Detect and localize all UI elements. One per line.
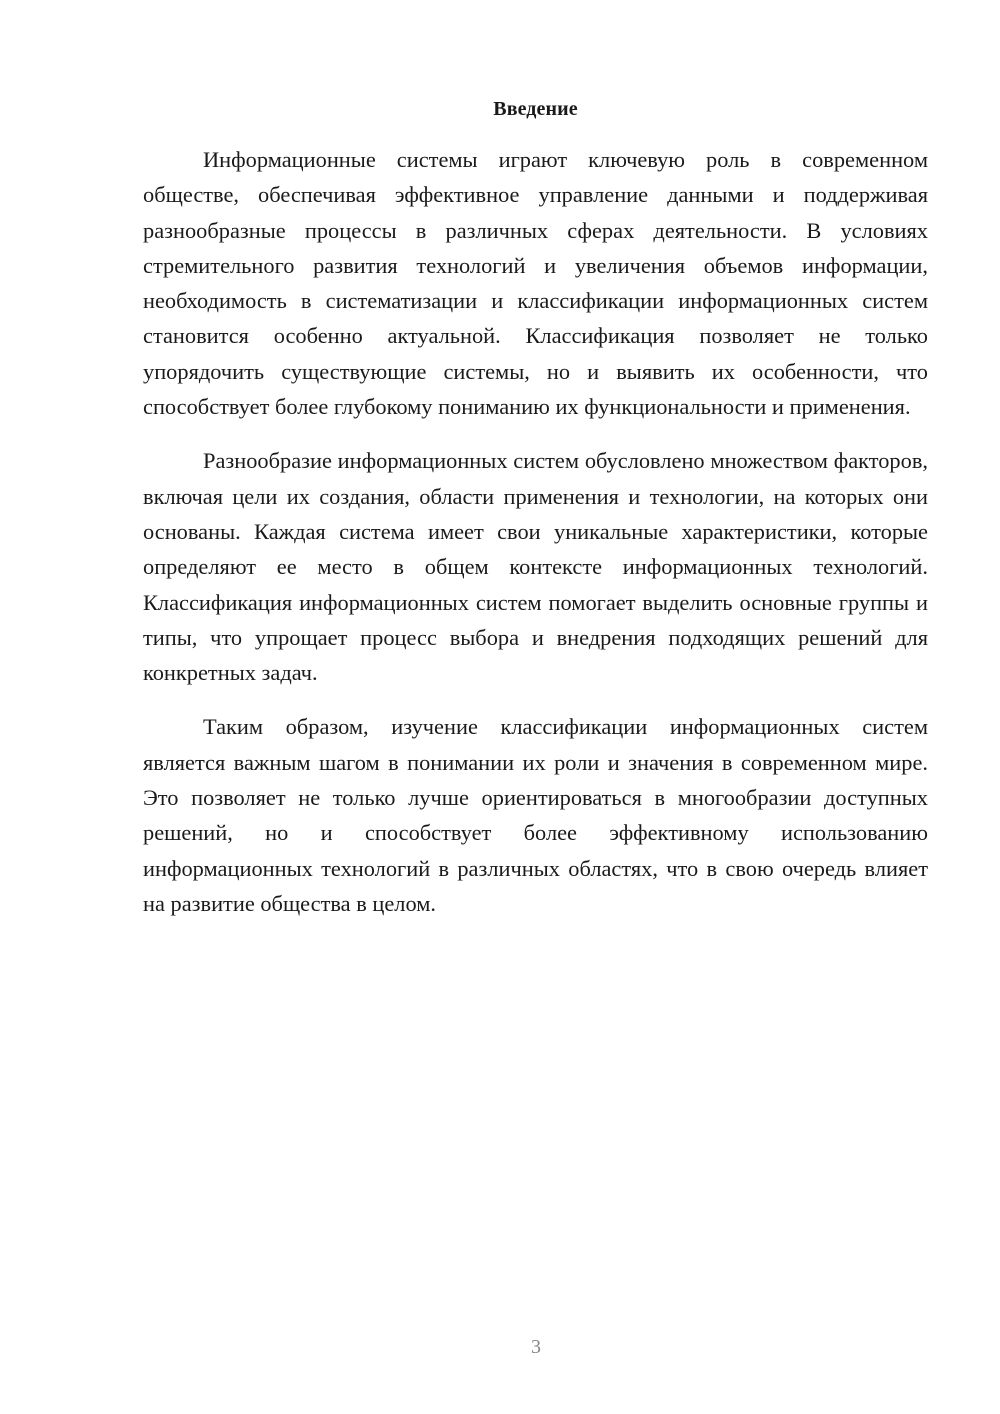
page-content [143,94,928,940]
section-title: Введение [493,98,578,120]
page-number: 3 [531,1336,541,1358]
paragraph-2: Разнообразие информационных систем обусловлено множеством факторов, включая цели их создания, области применения и технологии, на которых они основаны. Каждая система имеет свои уникальные характеристики, которые определяют ее место в общем контексте информационных технологий. Классификация информационных систем помогает выделить основные группы и типы, что упрощает процесс выбора и внедрения подходящих решений для конкретных задач. [143,448,928,686]
paragraph-1: Информационные системы играют ключевую роль в современном обществе, обеспечивая эффективное управление данными и поддерживая разнообразные процессы в различных сферах деятельности. В условиях стремительного развития технологий и увеличения объемов информации, необходимость в систематизации и классификации информационных систем становится особенно актуальной. Классификация позволяет не только упорядочить существующие системы, но и выявить их особенности, что способствует более глубокому пониманию их функциональности и применения. [143,147,928,420]
paragraph-3: Таким образом, изучение классификации информационных систем является важным шагом в понимании их роли и значения в современном мире. Это позволяет не только лучше ориентироваться в многообразии доступных решений, но и способствует более эффективному использованию информационных технологий в различных областях, что в свою очередь влияет на развитие общества в целом. [143,714,928,916]
